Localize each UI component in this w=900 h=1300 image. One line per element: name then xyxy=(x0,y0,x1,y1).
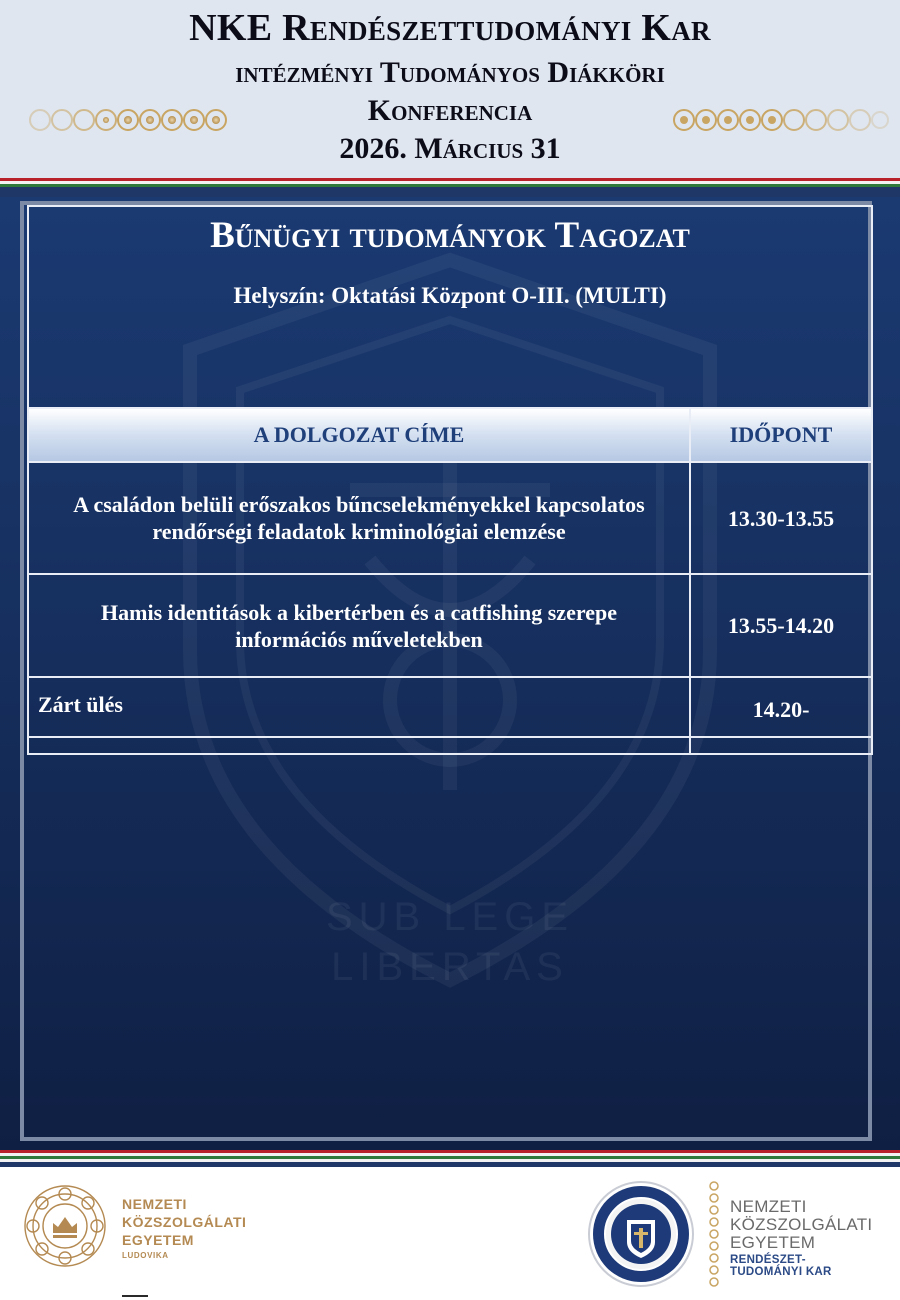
nke-logo-icon xyxy=(22,1183,108,1269)
ornament-left-icon xyxy=(24,103,234,137)
paper-title: Zárt ülés xyxy=(28,677,690,754)
section-title: Bűnügyi tudományok Tagozat xyxy=(210,215,690,256)
conference-title: NKE Rendészettudományi Kar xyxy=(189,7,711,49)
footer xyxy=(0,1170,900,1300)
paper-time: 14.20- xyxy=(690,677,872,754)
table-row xyxy=(28,574,872,677)
watermark-motto-2: LIBERTAS xyxy=(331,945,569,989)
footer-dash xyxy=(122,1295,148,1297)
faculty-sub1: RENDÉSZET- xyxy=(730,1254,806,1266)
conference-subtitle: intézményi Tudományos Diákköri xyxy=(235,56,665,89)
nke-wordmark xyxy=(122,1195,246,1263)
conference-subtitle-2: Konferencia xyxy=(367,94,533,127)
header xyxy=(0,0,900,178)
table-row xyxy=(28,462,872,574)
pearl-chain-icon xyxy=(706,1180,722,1290)
section-location: Helyszín: Oktatási Központ O-III. (MULTI) xyxy=(233,283,667,308)
schedule-table xyxy=(27,407,873,755)
faculty-sub2: TUDOMÁNYI KAR xyxy=(730,1266,832,1278)
paper-time: 13.55-14.20 xyxy=(690,574,872,677)
faculty-wordmark xyxy=(730,1198,872,1278)
header-title: A DOLGOZAT CÍME xyxy=(28,408,690,462)
nke-sub: LUDOVIKA xyxy=(122,1251,169,1260)
nke-line1: NEMZETI xyxy=(122,1196,187,1212)
paper-title: Hamis identitások a kibertérben és a catfishing szerepe információs műveletekben xyxy=(28,574,690,677)
watermark-motto-1: SUB LEGE xyxy=(325,895,575,939)
faculty-line1: NEMZETI xyxy=(730,1197,807,1216)
paper-title: A családon belüli erőszakos bűncselekményekkel kapcsolatos rendőrségi feladatok kriminológiai elemzése xyxy=(28,462,690,574)
faculty-line3: EGYETEM xyxy=(730,1233,816,1252)
paper-time: 13.30-13.55 xyxy=(690,462,872,574)
table-row xyxy=(28,677,872,754)
nke-line2: KÖZSZOLGÁLATI xyxy=(122,1214,247,1230)
top-stripes xyxy=(0,178,900,197)
nke-line3: EGYETEM xyxy=(122,1232,194,1248)
conference-date: 2026. Március 31 xyxy=(339,132,561,165)
table-header-row xyxy=(28,408,872,462)
header-time: IDŐPONT xyxy=(690,408,872,462)
faculty-seal-icon xyxy=(587,1180,695,1288)
faculty-line2: KÖZSZOLGÁLATI xyxy=(730,1215,873,1234)
bottom-stripes xyxy=(0,1150,900,1167)
ornament-right-icon xyxy=(668,103,890,137)
